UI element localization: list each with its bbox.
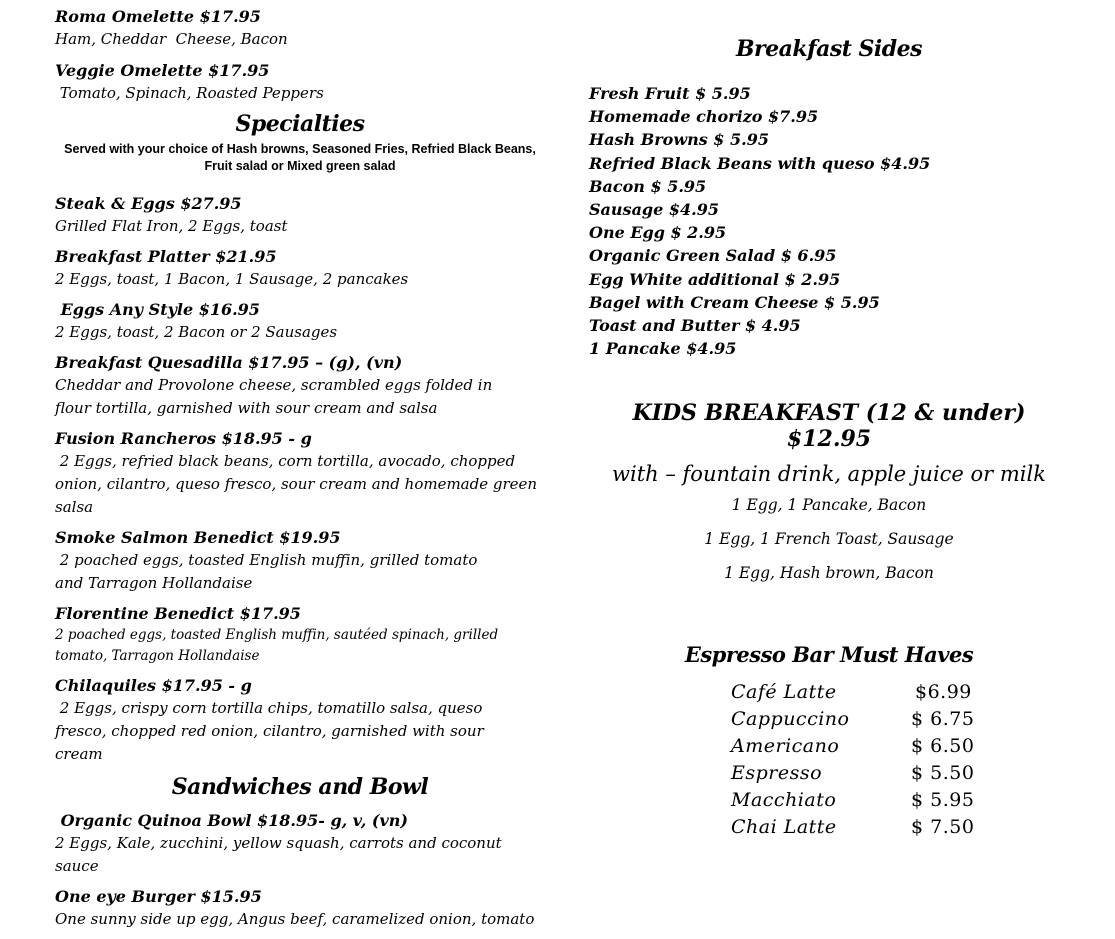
side-item: Homemade chorizo $7.95 <box>589 107 819 127</box>
side-item: 1 Pancake $4.95 <box>589 339 737 359</box>
espresso-price: $ 6.50 <box>911 735 975 758</box>
espresso-name: Chai Latte <box>731 816 837 839</box>
breakfast-sides-heading: Breakfast Sides <box>735 36 923 62</box>
menu-item <box>55 428 545 519</box>
menu-item <box>55 299 545 344</box>
item-description: 2 Eggs, toast, 1 Bacon, 1 Sausage, 2 pancakes <box>55 270 409 288</box>
item-description: 2 poached eggs, toasted English muffin, grilled tomato and Tarragon Hollandaise <box>55 551 483 592</box>
side-item: Organic Green Salad $ 6.95 <box>589 246 837 266</box>
espresso-name: Cappuccino <box>731 708 850 731</box>
item-title: Chilaquiles $17.95 - g <box>55 676 252 695</box>
espresso-name: Americano <box>731 735 840 758</box>
menu-item <box>55 6 545 51</box>
item-title: Smoke Salmon Benedict $19.95 <box>55 528 341 547</box>
right-column <box>589 36 1069 843</box>
left-column <box>55 6 545 939</box>
side-item: Bagel with Cream Cheese $ 5.95 <box>589 292 880 312</box>
espresso-price: $ 5.50 <box>911 762 975 785</box>
kids-option: 1 Egg, Hash brown, Bacon <box>724 564 934 583</box>
espresso-name: Café Latte <box>731 681 837 704</box>
menu-item <box>55 886 545 931</box>
item-description: Cheddar and Provolone cheese, scrambled eggs folded in flour tortilla, garnished with sour cream and salsa <box>55 376 493 417</box>
kids-breakfast-title: KIDS BREAKFAST (12 & under) $12.95 <box>632 400 1026 453</box>
side-item: Bacon $ 5.95 <box>589 176 707 196</box>
item-title: Fusion Rancheros $18.95 - g <box>55 429 312 448</box>
item-description: 2 Eggs, refried black beans, corn tortilla, avocado, chopped onion, cilantro, queso fresco, sour cream and homemade green salsa <box>55 452 542 516</box>
kids-option: 1 Egg, 1 Pancake, Bacon <box>731 496 927 515</box>
side-item: Fresh Fruit $ 5.95 <box>589 84 751 103</box>
item-title: Steak & Eggs $27.95 <box>55 194 242 213</box>
item-description: Ham, Cheddar Cheese, Bacon <box>55 30 288 48</box>
espresso-name: Espresso <box>731 762 823 785</box>
espresso-price: $ 7.50 <box>911 816 975 839</box>
menu-item <box>55 675 545 766</box>
item-description: 2 Eggs, toast, 2 Bacon or 2 Sausages <box>55 323 338 341</box>
espresso-row <box>589 681 1069 708</box>
espresso-row <box>589 762 1069 789</box>
side-item: Refried Black Beans with queso $4.95 <box>589 153 931 173</box>
side-item: One Egg $ 2.95 <box>589 223 727 243</box>
menu-item <box>55 193 545 238</box>
item-description: 2 Eggs, crispy corn tortilla chips, tomatillo salsa, queso fresco, chopped red onion, cilantro, garnished with sour cream <box>55 699 489 763</box>
espresso-row <box>589 816 1069 843</box>
item-description: 2 poached eggs, toasted English muffin, sautéed spinach, grilled tomato, Tarragon Hollandaise <box>55 627 499 664</box>
side-item: Toast and Butter $ 4.95 <box>589 316 801 336</box>
item-title: One eye Burger $15.95 <box>55 887 262 906</box>
item-description: One sunny side up egg, Angus beef, caramelized onion, tomato <box>55 910 535 928</box>
menu-item <box>55 60 545 105</box>
menu-item <box>55 246 545 291</box>
espresso-heading: Espresso Bar Must Haves <box>684 642 974 668</box>
espresso-price: $ 5.95 <box>911 789 975 812</box>
espresso-price: $6.99 <box>915 681 972 704</box>
kids-breakfast-subtitle: with – fountain drink, apple juice or milk <box>612 462 1046 487</box>
sandwiches-heading: Sandwiches and Bowl <box>171 774 429 800</box>
espresso-row <box>589 789 1069 816</box>
item-title: Veggie Omelette $17.95 <box>55 61 270 80</box>
breakfast-sides-list <box>589 82 1069 360</box>
espresso-row <box>589 708 1069 735</box>
served-with-note: Served with your choice of Hash browns, Seasoned Fries, Refried Black Beans, Fruit salad or Mixed green salad <box>64 142 536 173</box>
espresso-list <box>589 681 1069 843</box>
espresso-name: Macchiato <box>731 789 837 812</box>
item-title: Organic Quinoa Bowl $18.95- g, v, (vn) <box>55 811 408 830</box>
menu-item <box>55 527 545 595</box>
item-title: Roma Omelette $17.95 <box>55 7 261 26</box>
item-title: Breakfast Quesadilla $17.95 – (g), (vn) <box>55 353 403 372</box>
kids-option: 1 Egg, 1 French Toast, Sausage <box>704 530 954 549</box>
espresso-price: $ 6.75 <box>911 708 975 731</box>
item-title: Breakfast Platter $21.95 <box>55 247 277 266</box>
item-description: Tomato, Spinach, Roasted Peppers <box>55 84 324 102</box>
side-item: Hash Browns $ 5.95 <box>589 130 769 150</box>
item-description: Grilled Flat Iron, 2 Eggs, toast <box>55 217 288 235</box>
item-description: 2 Eggs, Kale, zucchini, yellow squash, carrots and coconut sauce <box>55 834 502 875</box>
side-item: Sausage $4.95 <box>589 200 719 220</box>
item-title: Florentine Benedict $17.95 <box>55 604 301 623</box>
specialties-heading: Specialties <box>235 111 365 137</box>
espresso-row <box>589 735 1069 762</box>
side-item: Egg White additional $ 2.95 <box>589 269 841 289</box>
item-title: Eggs Any Style $16.95 <box>55 300 260 319</box>
menu-item <box>55 603 545 667</box>
menu-item <box>55 352 545 420</box>
